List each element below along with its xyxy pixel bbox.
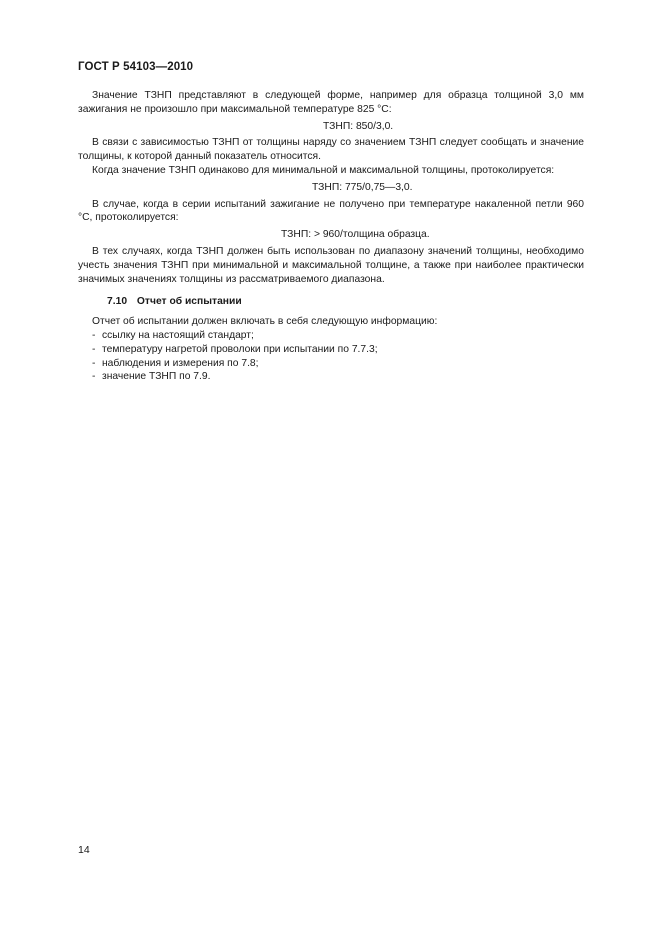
formula-example-1: ТЗНП: 850/3,0. [323, 120, 394, 132]
list-item-text: ссылку на настоящий стандарт; [102, 329, 254, 341]
dash-bullet: - [92, 357, 96, 369]
list-item [78, 357, 584, 371]
document-body [78, 89, 584, 384]
list-item [78, 329, 584, 343]
list-item [78, 343, 584, 357]
paragraph-format-description: Значение ТЗНП представляют в следующей форме, например для образца толщиной 3,0 мм зажигания не произошло при максимальной температуре 825 °С: [78, 90, 584, 115]
section-title: Отчет об испытании [136, 296, 242, 308]
dash-bullet: - [92, 371, 96, 383]
section-intro: Отчет об испытании должен включать в себя следующую информацию: [92, 316, 438, 328]
list-item-text: наблюдения и измерения по 7.8; [102, 357, 259, 369]
paragraph-equal-values: Когда значение ТЗНП одинаково для минимальной и максимальной толщины, протоколируется: [92, 164, 555, 176]
paragraph-thickness-range: В тех случаях, когда ТЗНП должен быть использован по диапазону значений толщины, необходимо учесть значения ТЗНП при минимальной и максимальной толщине, а также при наиболее практически значимых значениях толщины из рассматриваемого диапазона. [78, 245, 584, 285]
list-item-text: значение ТЗНП по 7.9. [102, 371, 211, 383]
paragraph-thickness-dependency: В связи с зависимостью ТЗНП от толщины наряду со значением ТЗНП следует сообщать и значение толщины, к которой данный показатель относится. [78, 137, 584, 163]
standard-header: ГОСТ Р 54103—2010 [78, 61, 194, 73]
list-item [78, 370, 584, 384]
dash-bullet: - [92, 343, 96, 355]
page-number: 14 [78, 844, 90, 856]
formula-example-3: ТЗНП: > 960/толщина образца. [281, 229, 430, 241]
paragraph-no-ignition: В случае, когда в серии испытаний зажигание не получено при температуре накаленной петли 960 °С, протоколируется: [78, 198, 584, 224]
list-item-text: температуру нагретой проволоки при испытании по 7.7.3; [102, 343, 378, 355]
section-heading [78, 295, 584, 309]
section-number: 7.10 [107, 296, 128, 308]
report-contents-list [78, 329, 584, 384]
dash-bullet: - [92, 329, 96, 341]
formula-example-2: ТЗНП: 775/0,75—3,0. [312, 181, 413, 193]
